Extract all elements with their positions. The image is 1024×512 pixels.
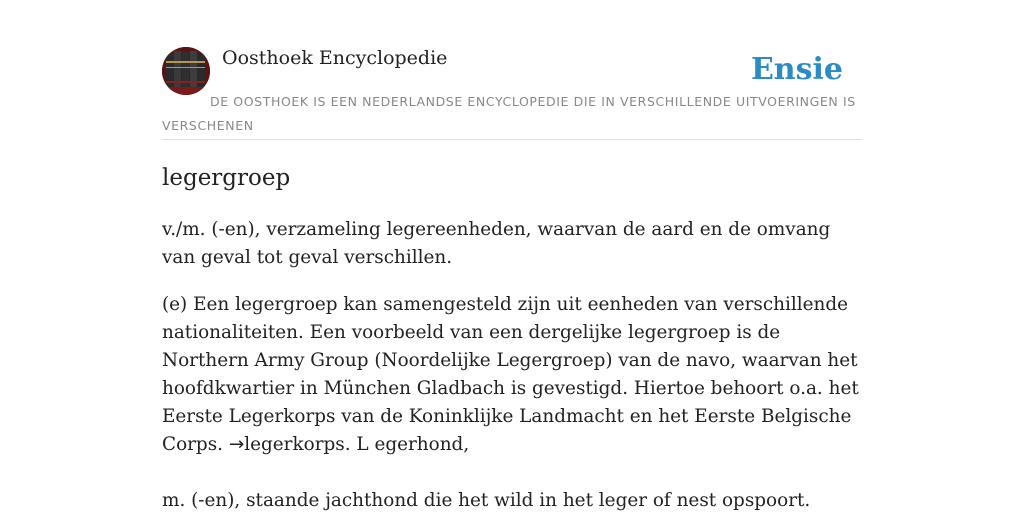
article-body	[162, 291, 864, 459]
second-entry-definition: m. (-en), staande jachthond die het wild in het leger of nest opspoort.	[162, 490, 811, 511]
body-text: (e) Een legergroep kan samengesteld zijn uit eenheden van verschillende nationaliteiten. Een voorbeeld van een dergelijke legergroep is de Northern Army Group (Noordelijke Legergroep) van de navo, waarvan het hoofdkwartier in München Gladbach is gevestigd. Hiertoe behoort o.a. het Eerste Legerkorps van de Koninklijke Landmacht en het Eerste Belgische Corps.	[162, 294, 859, 455]
article-definition: v./m. (-en), verzameling legereenheden, waarvan de aard en de omvang van geval tot geval verschillen.	[162, 219, 831, 268]
encyclopedia-avatar[interactable]	[162, 47, 210, 95]
site-title[interactable]: Oosthoek Encyclopedie	[222, 47, 448, 69]
link-arrow-icon: →	[228, 434, 245, 455]
ensie-logo[interactable]: Ensie	[750, 52, 843, 87]
body-text-continued: . L egerhond,	[344, 434, 470, 455]
article-content	[162, 160, 864, 512]
book-spines-image	[162, 47, 210, 95]
site-header	[162, 46, 862, 140]
site-tagline: DE OOSTHOEK IS EEN NEDERLANDSE ENCYCLOPEDIE DIE IN VERSCHILLENDE UITVOERINGEN IS VERSCHENEN	[162, 94, 856, 133]
legerkorps-link[interactable]: legerkorps	[244, 434, 345, 455]
article-headword: legergroep	[162, 165, 291, 191]
